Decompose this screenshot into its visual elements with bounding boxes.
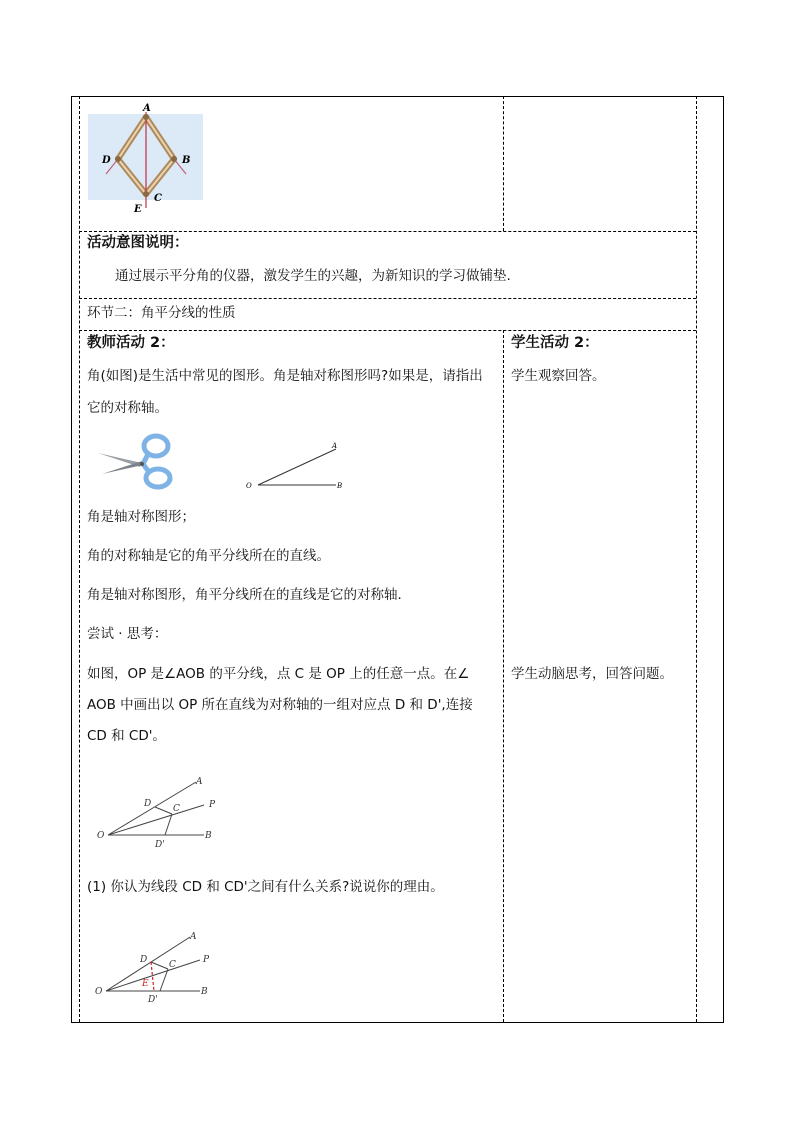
try-line-3: CD 和 CD'。: [87, 728, 166, 744]
question-1-line-2: 它的对称轴。: [87, 400, 168, 416]
scissors-figure: [96, 430, 180, 492]
label-e: E: [134, 204, 142, 215]
label-b: B: [337, 482, 343, 490]
intent-heading: 活动意图说明：: [87, 235, 189, 251]
label-c: C: [154, 193, 162, 204]
label-c: C: [173, 804, 180, 814]
ray-op: [108, 805, 204, 835]
section-title: 环节二：角平分线的性质: [87, 305, 236, 321]
try-think-title: 尝试 · 思考：: [87, 626, 168, 642]
segment-cd: [151, 962, 168, 969]
answer-2: 角的对称轴是它的角平分线所在的直线。: [87, 548, 330, 564]
label-e: E: [142, 979, 149, 989]
angle-bisector-instrument-figure: [86, 100, 206, 216]
label-d-prime: D': [148, 995, 158, 1005]
row-divider: [79, 298, 696, 299]
label-d: D: [144, 799, 152, 809]
label-b: B: [205, 831, 212, 841]
scissors-icon: [98, 436, 170, 487]
table-column-divider: [503, 330, 504, 1022]
label-b: B: [201, 987, 208, 997]
label-o: O: [246, 482, 252, 490]
table-inner-right-border: [696, 96, 697, 1022]
label-c: C: [169, 960, 176, 970]
try-line-2: AOB 中画出以 OP 所在直线为对称轴的一组对应点 D 和 D',连接: [87, 697, 473, 713]
student-response-2: 学生动脑思考，回答问题。: [511, 666, 673, 682]
ray-op: [106, 960, 200, 991]
question-2: (1) 你认为线段 CD 和 CD'之间有什么关系?说说你的理由。: [87, 879, 444, 895]
student-response-1: 学生观察回答。: [511, 368, 606, 384]
question-1-line-1: 角(如图)是生活中常见的图形。角是轴对称图形吗?如果是，请指出: [87, 368, 483, 384]
table-inner-left-border: [79, 96, 80, 1022]
table-bottom-border: [71, 1022, 724, 1023]
label-p: P: [203, 955, 210, 965]
table-right-border: [723, 96, 724, 1022]
label-a: A: [332, 442, 338, 450]
segment-cd: [155, 807, 172, 814]
ray-oa: [258, 449, 336, 485]
label-a: A: [190, 932, 197, 942]
label-a: A: [143, 103, 151, 114]
answer-1: 角是轴对称图形；: [87, 509, 195, 525]
bisector-figure-2: [90, 925, 226, 1005]
label-a: A: [196, 777, 203, 787]
table-left-border: [71, 96, 72, 1022]
intent-body: 通过展示平分角的仪器，激发学生的兴趣，为新知识的学习做铺垫.: [115, 268, 511, 284]
row-divider: [79, 330, 696, 331]
ray-oa: [108, 782, 196, 835]
label-d-prime: D': [155, 840, 165, 850]
label-p: P: [209, 800, 216, 810]
teacher-activity-heading: 教师活动 2：: [87, 335, 175, 351]
student-activity-heading: 学生活动 2：: [511, 335, 599, 351]
try-line-1: 如图，OP 是∠AOB 的平分线，点 C 是 OP 上的任意一点。在∠: [87, 666, 470, 682]
label-b: B: [182, 155, 191, 166]
label-d: D: [140, 955, 148, 965]
bisector-figure-1: [92, 768, 232, 850]
label-d: D: [102, 155, 111, 166]
answer-3: 角是轴对称图形，角平分线所在的直线是它的对称轴．: [87, 587, 411, 603]
angle-aob-figure: [240, 436, 350, 492]
label-o: O: [95, 987, 103, 997]
table-top-border: [71, 96, 724, 97]
label-o: O: [97, 831, 105, 841]
table-column-divider: [503, 96, 504, 231]
row-divider: [79, 231, 696, 232]
